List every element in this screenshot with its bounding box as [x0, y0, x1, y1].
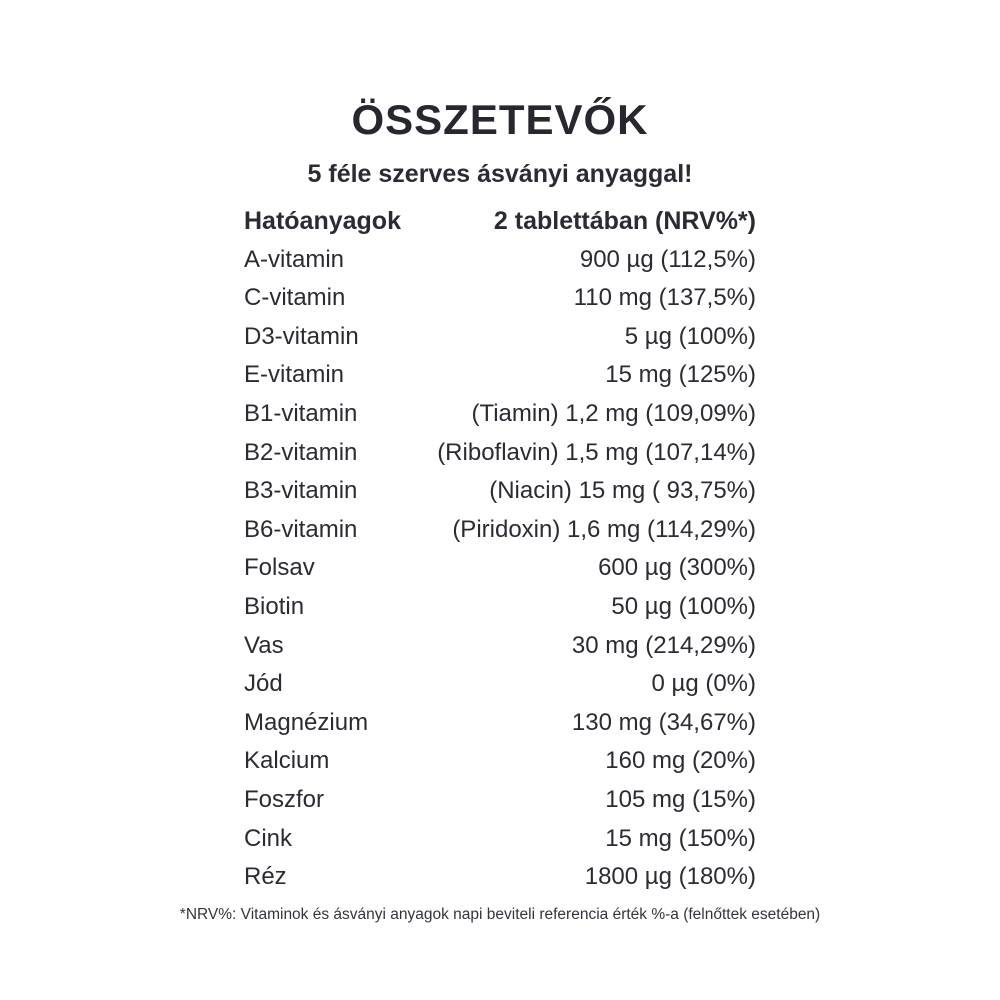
- table-row: [244, 279, 756, 318]
- table-row: [244, 588, 756, 627]
- ingredient-value: 130 mg (34,67%): [571, 708, 756, 736]
- ingredient-name: Kalcium: [244, 747, 330, 775]
- ingredient-name: E-vitamin: [244, 361, 345, 389]
- ingredient-name: Réz: [244, 863, 287, 891]
- ingredient-value: (Niacin) 15 mg ( 93,75%): [489, 477, 756, 505]
- table-row: [244, 858, 756, 897]
- ingredient-value: 0 µg (0%): [651, 670, 756, 698]
- ingredient-value: (Tiamin) 1,2 mg (109,09%): [471, 399, 756, 427]
- ingredient-name: Folsav: [244, 554, 315, 582]
- table-row: [244, 549, 756, 588]
- table-row: [244, 820, 756, 859]
- ingredient-value: 110 mg (137,5%): [573, 284, 756, 312]
- ingredient-name: Magnézium: [244, 708, 369, 736]
- ingredient-name: C-vitamin: [244, 284, 346, 312]
- ingredient-value: 50 µg (100%): [611, 592, 756, 620]
- table-row: [244, 356, 756, 395]
- ingredient-value: (Riboflavin) 1,5 mg (107,14%): [437, 438, 756, 466]
- table-row: [244, 472, 756, 511]
- ingredient-value: 5 µg (100%): [624, 322, 756, 350]
- ingredient-name: B1-vitamin: [244, 399, 358, 427]
- ingredient-name: B6-vitamin: [244, 515, 358, 543]
- table-row: [244, 742, 756, 781]
- ingredients-table: [244, 202, 756, 897]
- header-ingredient-label: Hatóanyagok: [244, 207, 401, 235]
- table-row: [244, 704, 756, 743]
- ingredient-name: Foszfor: [244, 785, 325, 813]
- ingredient-value: 600 µg (300%): [598, 554, 756, 582]
- table-row: [244, 318, 756, 357]
- ingredient-name: Vas: [244, 631, 284, 659]
- header-amount-label: 2 tablettában (NRV%*): [493, 207, 756, 235]
- ingredient-name: Cink: [244, 824, 293, 852]
- nrv-footnote: *NRV%: Vitaminok és ásványi anyagok napi beviteli referencia érték %-a (felnőttek esetében): [179, 905, 821, 923]
- ingredient-value: 15 mg (125%): [605, 361, 756, 389]
- table-row: [244, 241, 756, 280]
- ingredient-name: Biotin: [244, 592, 305, 620]
- ingredient-name: B3-vitamin: [244, 477, 358, 505]
- table-row: [244, 511, 756, 550]
- ingredient-value: 105 mg (15%): [605, 785, 756, 813]
- ingredient-value: 1800 µg (180%): [584, 863, 756, 891]
- ingredient-value: 15 mg (150%): [605, 824, 756, 852]
- table-header-row: [244, 202, 756, 241]
- ingredient-value: 30 mg (214,29%): [571, 631, 756, 659]
- ingredient-value: (Piridoxin) 1,6 mg (114,29%): [452, 515, 756, 543]
- ingredient-name: A-vitamin: [244, 245, 345, 273]
- table-row: [244, 395, 756, 434]
- table-row: [244, 434, 756, 473]
- table-row: [244, 627, 756, 666]
- page-subtitle: 5 féle szerves ásványi anyaggal!: [307, 160, 693, 188]
- ingredient-value: 900 µg (112,5%): [579, 245, 756, 273]
- table-row: [244, 781, 756, 820]
- ingredient-value: 160 mg (20%): [605, 747, 756, 775]
- page-title: ÖSSZETEVŐK: [351, 96, 649, 143]
- table-row: [244, 665, 756, 704]
- ingredient-name: Jód: [244, 670, 283, 698]
- ingredient-name: D3-vitamin: [244, 322, 359, 350]
- ingredient-name: B2-vitamin: [244, 438, 358, 466]
